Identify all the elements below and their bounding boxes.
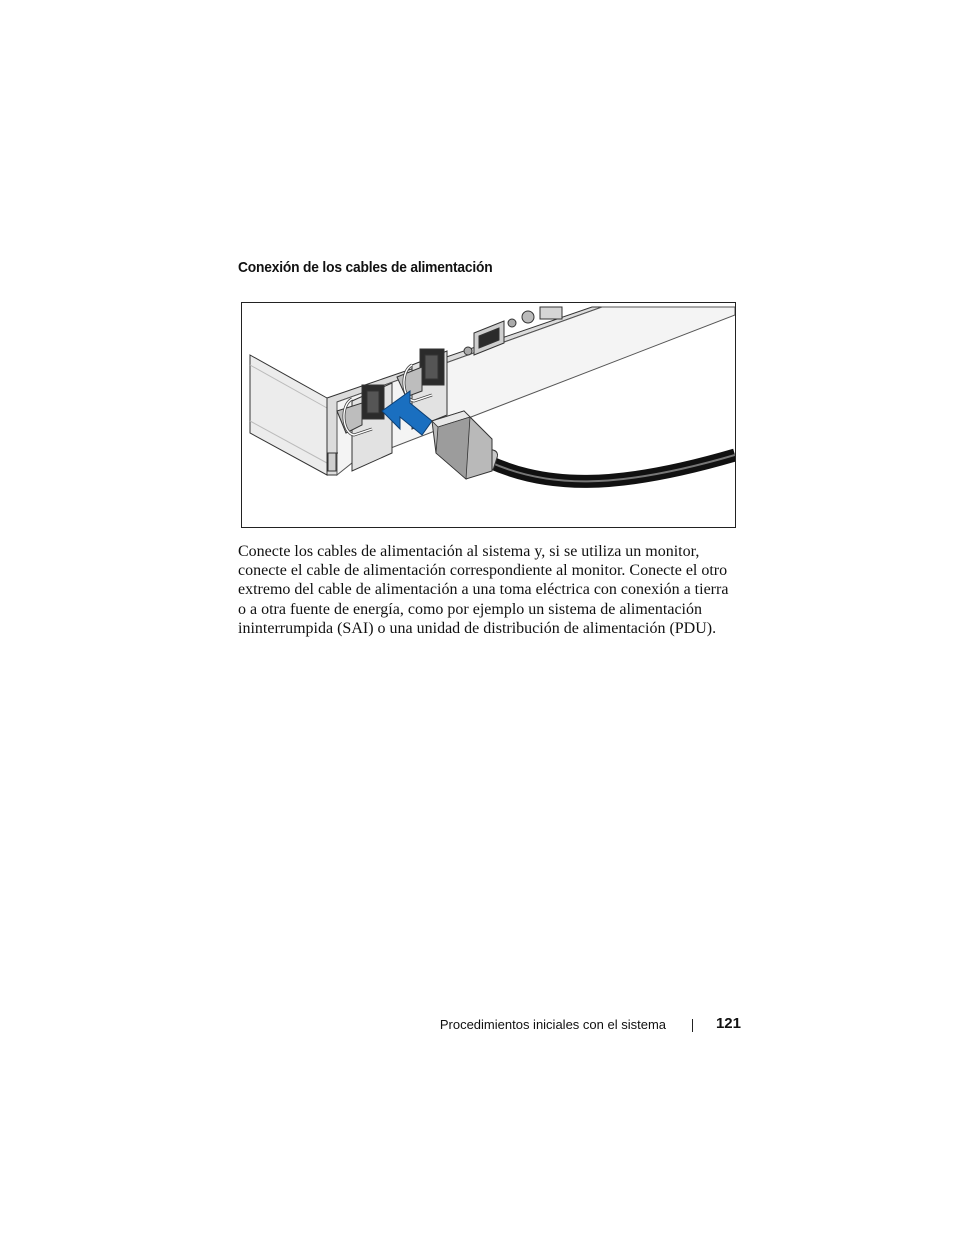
- power-cable-icon: [432, 411, 735, 481]
- body-line: ininterrumpida (SAI) o una unidad de distribución de alimentación (PDU).: [238, 619, 717, 637]
- body-line: o a otra fuente de energía, como por ejemplo un sistema de alimentación: [238, 600, 702, 618]
- footer-section-title: Procedimientos iniciales con el sistema: [439, 1017, 666, 1032]
- page-footer: [0, 1014, 954, 1038]
- body-paragraph: [238, 542, 738, 638]
- page-number: 121: [715, 1015, 741, 1032]
- body-line: conecte el cable de alimentación correspondiente al monitor. Conecte el otro: [238, 562, 728, 580]
- body-line: Conecte los cables de alimentación al sistema y, si se utiliza un monitor,: [238, 543, 700, 560]
- footer-divider: [692, 1019, 693, 1032]
- power-cable-illustration: [241, 302, 736, 528]
- body-line: extremo del cable de alimentación a una toma eléctrica con conexión a tierra: [238, 581, 729, 599]
- section-heading: Conexión de los cables de alimentación: [238, 259, 493, 276]
